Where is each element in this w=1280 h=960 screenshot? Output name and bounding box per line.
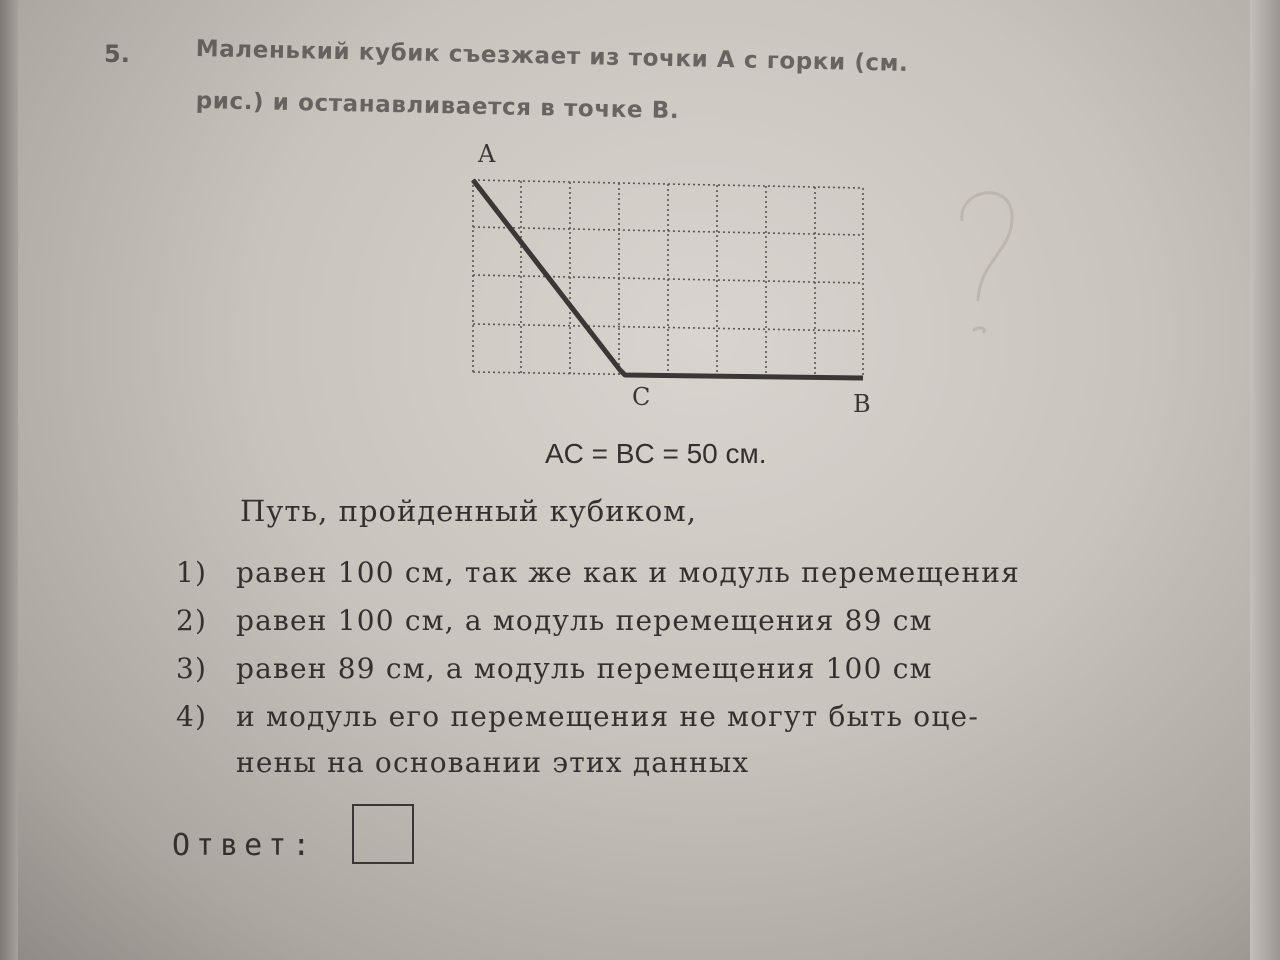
grid-diagram bbox=[440, 138, 910, 428]
option-text: равен 89 см, а модуль перемещения 100 см bbox=[236, 652, 933, 685]
slope-figure bbox=[440, 138, 910, 428]
answer-label: Ответ: bbox=[172, 828, 317, 863]
option-text-continued: нены на основании этих данных bbox=[236, 746, 750, 779]
option-3 bbox=[176, 652, 1186, 700]
option-text: равен 100 см, так же как и модуль перемещения bbox=[236, 556, 1021, 589]
option-number: 1) bbox=[176, 556, 208, 589]
option-2 bbox=[176, 604, 1186, 652]
answer-box[interactable] bbox=[352, 804, 414, 864]
option-4 bbox=[176, 700, 1186, 800]
task-text-line-2: рис.) и останавливается в точке В. bbox=[195, 88, 680, 125]
point-label-c: C bbox=[632, 383, 651, 411]
point-label-a: A bbox=[478, 140, 496, 168]
answer-options bbox=[176, 556, 1186, 800]
option-1 bbox=[176, 556, 1186, 604]
pencil-question-mark bbox=[940, 180, 1030, 350]
task-number: 5. bbox=[104, 40, 130, 68]
option-text: равен 100 см, а модуль перемещения 89 см bbox=[236, 604, 933, 637]
option-number: 4) bbox=[176, 700, 208, 733]
option-number: 3) bbox=[176, 652, 208, 685]
option-text: и модуль его перемещения не могут быть оце- bbox=[236, 700, 979, 733]
grid-lines bbox=[473, 180, 863, 378]
page-left-edge bbox=[0, 0, 18, 960]
given-equation: AC = BC = 50 см. bbox=[545, 438, 767, 469]
option-number: 2) bbox=[176, 604, 208, 637]
question-text: Путь, пройденный кубиком, bbox=[240, 494, 697, 528]
page-right-edge bbox=[1250, 0, 1280, 960]
task-text-line-1: Маленький кубик съезжает из точки А с горки (см. bbox=[195, 36, 909, 77]
point-label-b: B bbox=[853, 390, 871, 418]
